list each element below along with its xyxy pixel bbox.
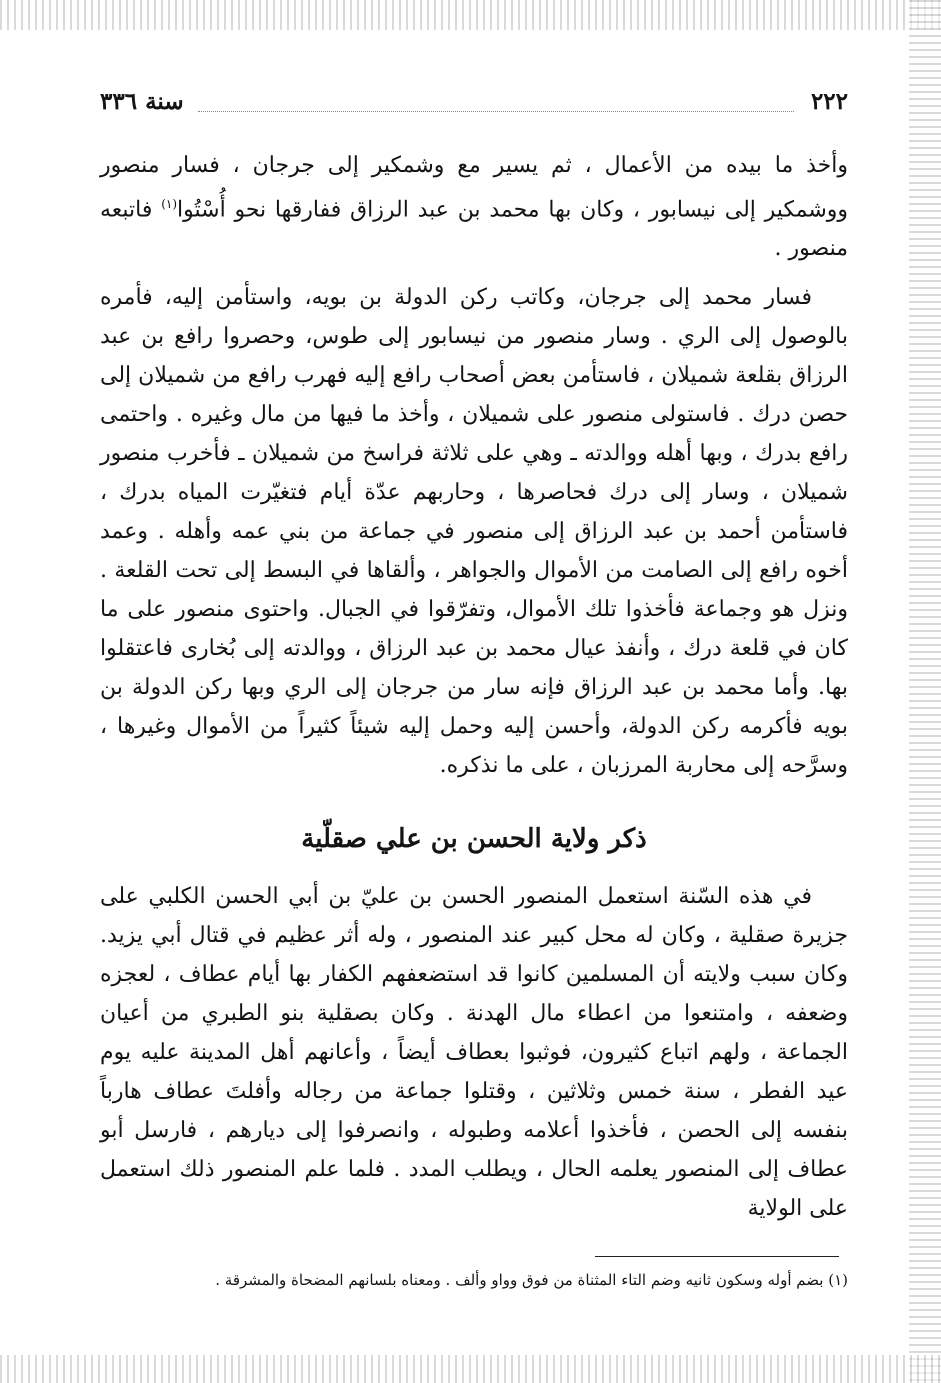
body-text [100,146,848,1228]
paragraph-1-text: وأخذ ما بيده من الأعمال ، ثم يسير مع وشمكير إلى جرجان ، فسار منصور ووشمكير إلى نيسابور ، وكان بها محمد بن عبد الرزاق ففارقها نحو أُسْتُوا [100,153,848,223]
footnote-rule [595,1256,839,1257]
running-title-year: سنة ٣٣٦ [100,88,184,115]
section-heading: ذكر ولاية الحسن بن علي صقلّية [301,824,647,855]
paragraph-1-end: فاتبعه منصور . [100,197,848,262]
footnote-marker: (١) [161,197,178,211]
page-header [100,88,848,124]
footnote: (١) بضم أوله وسكون ثانيه وضم التاء المثناة من فوق وواو وألف . ومعناه بلسانهم المضحاة والمشرقة . [215,1271,848,1289]
ornamental-border-bottom [0,1355,941,1383]
paragraph-3: في هذه السّنة استعمل المنصور الحسن بن عليّ بن أبي الحسن الكلبي على جزيرة صقلية ، وكان له محل كبير عند المنصور ، وله أثر عظيم في قتال أبي يزيد. وكان سبب ولايته أن المسلمين كانوا قد استضعفهم الكفار بها أيام عطاف ، لعجزه وضعفه ، وامتنعوا من اعطاء مال الهدنة . وكان بصقلية بنو الطبري من أعيان الجماعة ، ولهم اتباع كثيرون، فوثبوا بعطاف أيضاً ، وأعانهم أهل المدينة عليه يوم عيد الفطر ، سنة خمس وثلاثين ، وقتلوا جماعة من رجاله وأفلتَ عطاف هارباً بنفسه إلى الحصن ، فأخذوا أعلامه وطبوله ، وانصرفوا إلى ديارهم ، فارسل أبو عطاف إلى المنصور يعلمه الحال ، ويطلب المدد . فلما علم المنصور ذلك استعمل على الولاية [100,884,848,1222]
ornamental-border-top [0,0,941,30]
paragraph-2: فسار محمد إلى جرجان، وكاتب ركن الدولة بن بويه، واستأمن إليه، فأمره بالوصول إلى الري . وسار منصور من نيسابور إلى طوس، وحصروا رافع بن عبد الرزاق بقلعة شميلان ، فاستأمن بعض أصحاب رافع إليه فهرب رافع من شميلان إلى حصن درك . فاستولى منصور على شميلان ، وأخذ ما فيها من مال وغيره . واحتمى رافع بدرك ، وبها أهله ووالدته ـ وهي على ثلاثة فراسخ من شميلان ـ فأخرب منصور شميلان ، وسار إلى درك فحاصرها ، وحاربهم عدّة أيام فتغيّرت المياه بدرك ، فاستأمن أحمد بن عبد الرزاق إلى منصور في جماعة من بني عمه وأهله . وعمد أخوه رافع إلى الصامت من الأموال والجواهر ، وألقاها في البسط إلى تحت القلعة . ونزل هو وجماعة فأخذوا تلك الأموال، وتفرّقوا في الجبال. واحتوى منصور على ما كان في قلعة درك ، وأنفذ عيال محمد بن عبد الرزاق ، ووالدته إلى بُخارى فاعتقلوا بها. وأما محمد بن عبد الرزاق فإنه سار من جرجان إلى الري وبها ركن الدولة بن بويه فأكرمه ركن الدولة، وأحسن إليه وحمل إليه شيئاً كثيراً من الأموال وغيرها ، وسرَّحه إلى محاربة المرزبان ، على ما نذكره. [100,285,848,779]
header-rule [198,111,794,112]
paragraph-1 [100,146,848,268]
ornamental-border-right [909,0,941,1383]
page-number: ٢٢٢ [810,88,848,115]
